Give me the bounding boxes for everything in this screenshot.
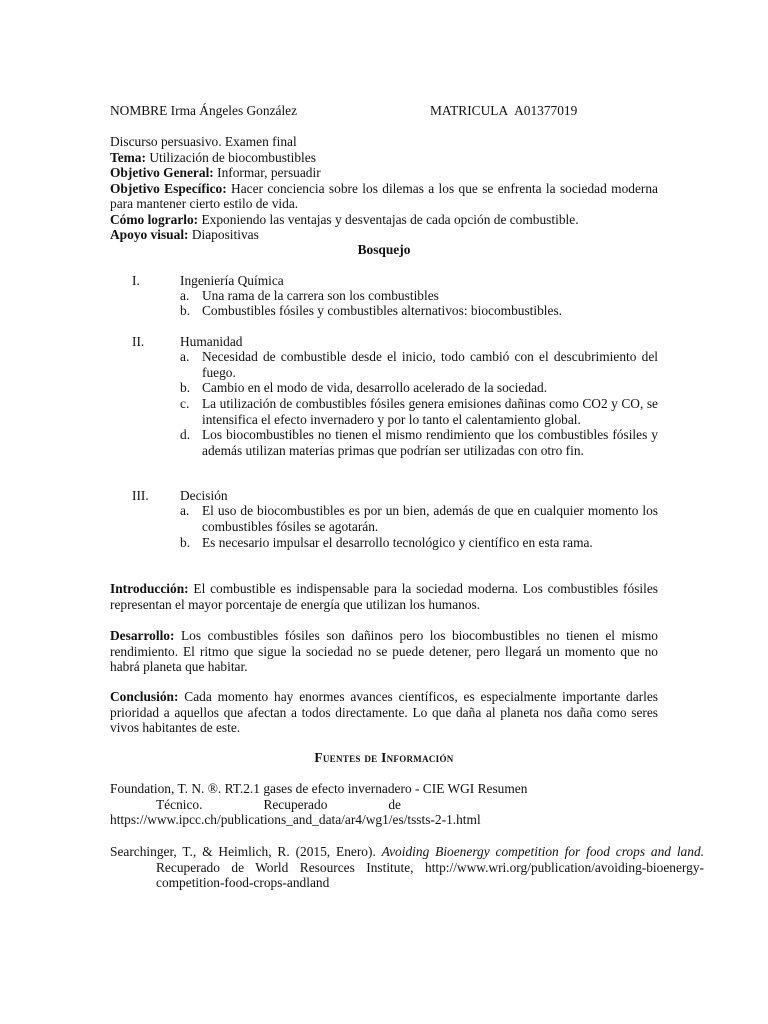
outline-title-1: Ingeniería Química: [180, 273, 284, 288]
apoyo-visual-line: [110, 227, 658, 243]
outline-2-letter-b: b.: [180, 380, 191, 395]
reference-2-url[interactable]: http://www.wri.org/publication/avoiding-bioenergy-competition-food-crops-andland: [156, 859, 704, 890]
outline-title-2: Humanidad: [180, 334, 243, 349]
outline-title-3: Decisión: [180, 488, 228, 503]
reference-1-line2: [156, 797, 401, 813]
outline-numeral-1: I.: [132, 273, 140, 288]
id-label: MATRICULA: [430, 103, 509, 118]
outline-2-letter-a: a.: [180, 349, 190, 364]
tema-label: Tema:: [110, 149, 146, 165]
tema-value: Utilización de biocombustibles: [145, 149, 316, 165]
reference-2: [110, 844, 704, 891]
objetivo-general-label: Objetivo General:: [110, 165, 214, 180]
outline-3-letter-a: a.: [180, 503, 190, 518]
tema-line: [110, 150, 658, 166]
reference-2-author: Searchinger, T., & Heimlich, R. (2015, Enero).: [110, 844, 382, 859]
outline-1-letter-a: a.: [180, 288, 190, 303]
outline-2-item-b: Cambio en el modo de vida, desarrollo acelerado de la sociedad.: [202, 380, 548, 395]
reference-1-url[interactable]: https://www.ipcc.ch/publications_and_data/ar4/wg1/es/tssts-2-1.html: [110, 812, 481, 827]
objetivo-general-line: [110, 165, 658, 181]
reference-1-word-tecnico: Técnico.: [156, 796, 203, 812]
conclusion-label: Conclusión:: [110, 689, 179, 704]
outline-2-item-d: Los biocombustibles no tienen el mismo rendimiento que los combustibles fósiles y además utilizan materias primas que podrían ser utilizadas con otro fin.: [202, 427, 658, 458]
outline-3-letter-b: b.: [180, 535, 191, 550]
outline-numeral-3: III.: [132, 488, 149, 503]
outline-1-item-b: Combustibles fósiles y combustibles alternativos: biocombustibles.: [202, 303, 563, 318]
outline-3-item-b: Es necesario impulsar el desarrollo tecnológico y científico en esta rama.: [202, 535, 593, 550]
outline-1-item-a: Una rama de la carrera son los combustibles: [202, 288, 439, 303]
objetivo-especifico-label: Objetivo Específico:: [110, 180, 227, 196]
introduccion-paragraph: [110, 581, 658, 612]
desarrollo-text: Los combustibles fósiles son dañinos pero los biocombustibles no tienen el mismo rendimiento. El ritmo que sigue la sociedad no se puede detener, pero llegará un momento que no habrá planeta que habitar.: [110, 628, 658, 674]
reference-2-title: Avoiding Bioenergy competition for food crops and land.: [381, 844, 704, 859]
outline-3-item-a: El uso de biocombustibles es por un bien, además de que en cualquier momento los combustibles fósiles se agotarán.: [202, 503, 658, 534]
sources-title: Fuentes de Información: [314, 750, 454, 765]
id-line: [430, 103, 577, 119]
name-line: [110, 103, 297, 119]
speech-type: Discurso persuasivo. Examen final: [110, 134, 297, 149]
outline-title: [110, 242, 658, 258]
introduccion-label: Introducción:: [110, 581, 189, 596]
apoyo-visual-label: Apoyo visual:: [110, 227, 189, 242]
como-lograrlo-label: Cómo lograrlo:: [110, 211, 199, 227]
objetivo-especifico-value: Hacer conciencia sobre los dilemas a los que se enfrenta la sociedad moderna para mantener cierto estilo de vida.: [110, 180, 658, 211]
name-value: Irma Ángeles González: [170, 103, 298, 118]
como-lograrlo-value: Exponiendo las ventajas y desventajas de cada opción de combustible.: [198, 211, 579, 227]
reference-2-rest: Recuperado de World Resources Institute,: [156, 859, 414, 875]
reference-1: [110, 781, 658, 828]
id-value: A01377019: [514, 103, 578, 118]
conclusion-paragraph: [110, 689, 658, 736]
outline-title-text: Bosquejo: [357, 242, 411, 257]
desarrollo-paragraph: [110, 628, 658, 675]
outline-2-item-c: La utilización de combustibles fósiles genera emisiones dañinas como CO2 y CO, se intensifica el efecto invernadero y por lo tanto el calentamiento global.: [202, 396, 658, 427]
conclusion-text: Cada momento hay enormes avances científicos, es especialmente importante darles prioridad a aquellos que afectan a todos directamente. Lo que daña al planeta nos daña como seres vivos habitantes de este.: [110, 689, 658, 735]
introduccion-text: El combustible es indispensable para la sociedad moderna. Los combustibles fósiles representan el mayor porcentaje de energía que utilizan los humanos.: [110, 581, 658, 612]
outline-2-item-a: Necesidad de combustible desde el inicio, todo cambió con el descubrimiento del fuego.: [202, 349, 658, 380]
name-label: NOMBRE: [110, 103, 168, 118]
como-lograrlo-line: [110, 212, 658, 228]
outline-numeral-2: II.: [132, 334, 145, 349]
outline-2-letter-d: d.: [180, 427, 191, 442]
outline-1-letter-b: b.: [180, 303, 191, 318]
reference-1-line1: Foundation, T. N. ®. RT.2.1 gases de efecto invernadero - CIE WGI Resumen: [110, 781, 528, 796]
objetivo-general-value: Informar, persuadir: [213, 165, 321, 180]
reference-1-word-de: de: [388, 796, 401, 812]
apoyo-visual-value: Diapositivas: [188, 227, 259, 242]
reference-1-word-recuperado: Recuperado: [263, 796, 328, 812]
desarrollo-label: Desarrollo:: [110, 628, 175, 643]
objetivo-especifico-line: [110, 181, 658, 212]
outline-2-letter-c: c.: [180, 396, 190, 411]
meta-block: [110, 134, 658, 243]
